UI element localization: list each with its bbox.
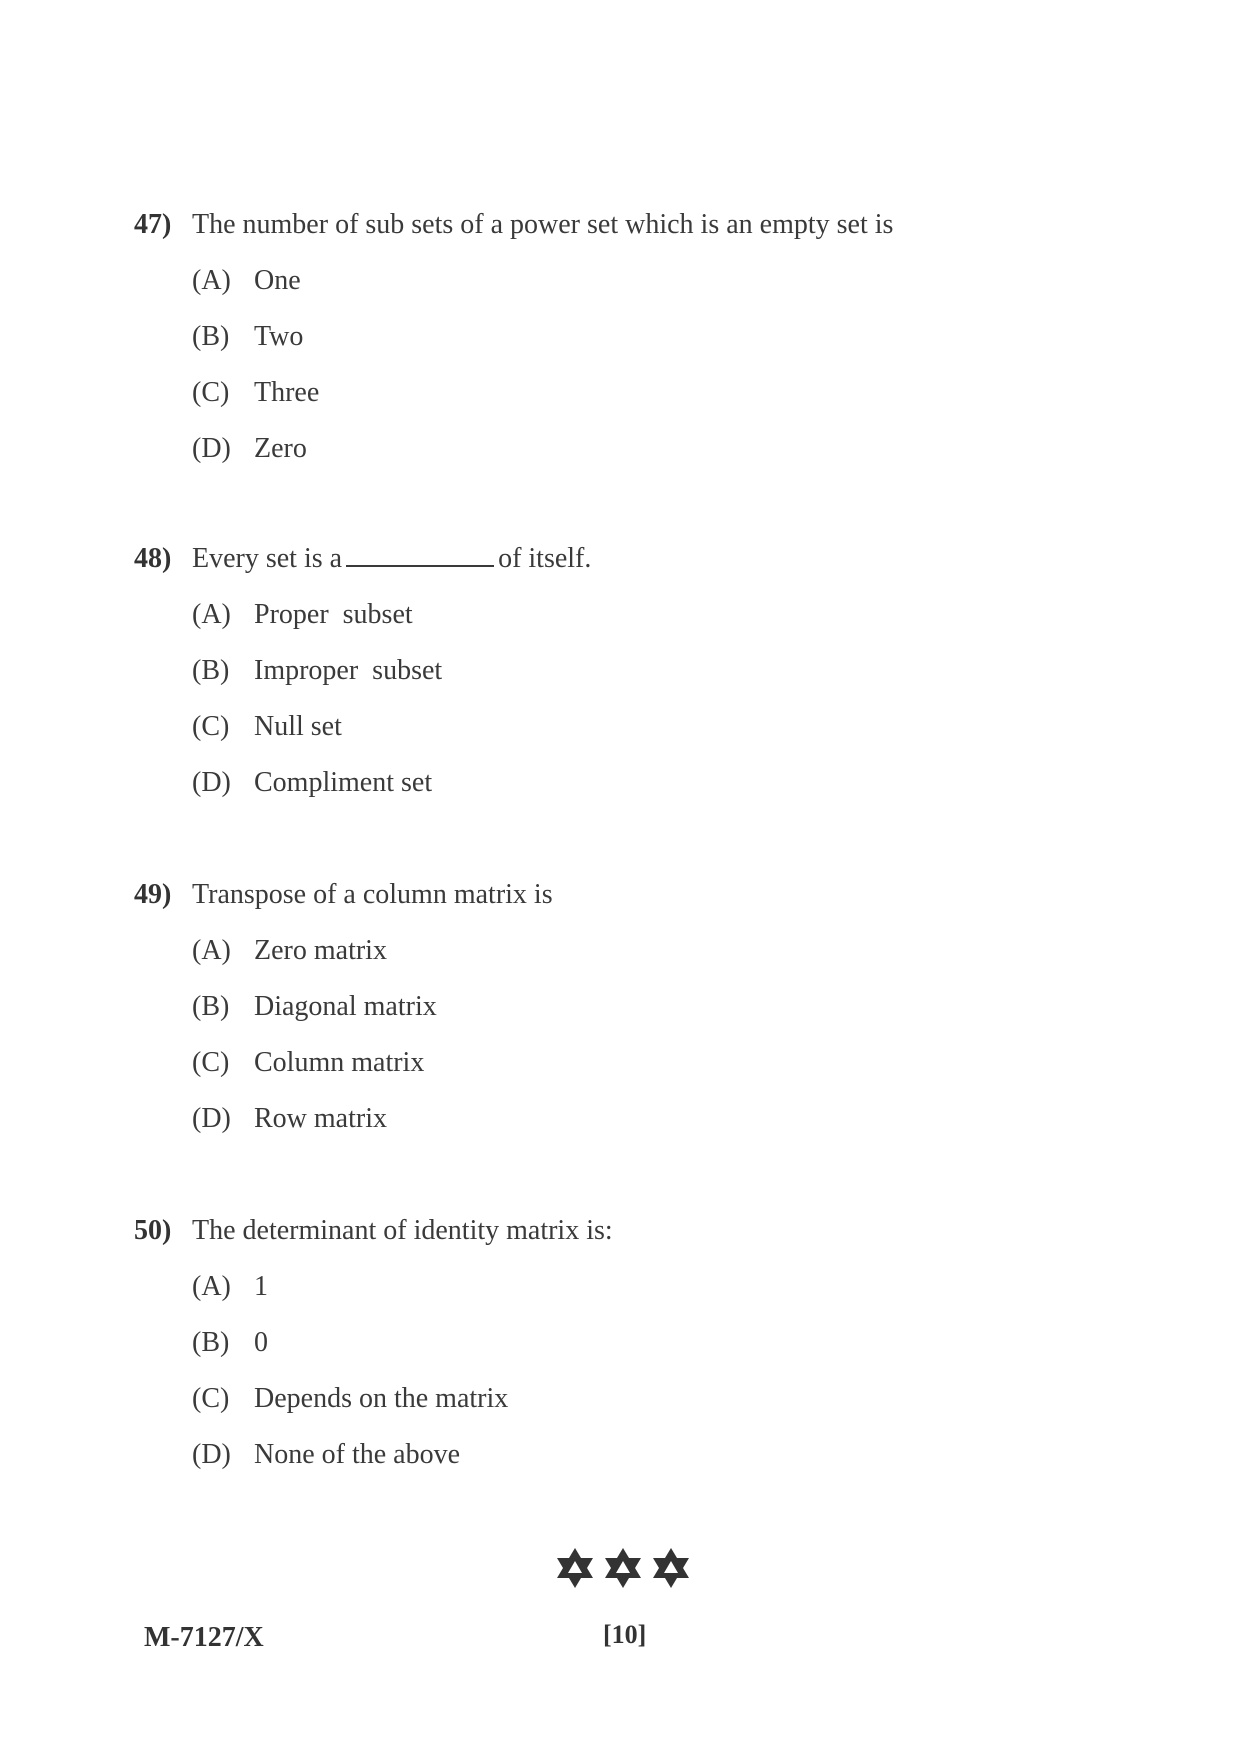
option-letter: (C) (192, 1383, 230, 1414)
option-text: Row matrix (254, 1103, 387, 1134)
option-d (192, 427, 1134, 483)
question-text: Transpose of a column matrix is (192, 879, 553, 910)
option-c (192, 1041, 1134, 1097)
star-of-david-icon (651, 1547, 691, 1589)
option-letter: (A) (192, 599, 231, 630)
option-text: Three (254, 377, 320, 408)
option-b (192, 315, 1134, 371)
question-stem (134, 537, 1134, 581)
option-text: 0 (254, 1327, 268, 1358)
question-49 (134, 873, 1134, 1153)
option-text: Depends on the matrix (254, 1383, 509, 1414)
option-letter: (A) (192, 935, 231, 966)
question-number: 48) (134, 543, 172, 574)
option-letter: (B) (192, 655, 230, 686)
paper-code: M-7127/X (144, 1622, 264, 1653)
question-text-before-blank: Every set is a (192, 543, 343, 574)
option-c (192, 1377, 1134, 1433)
option-letter: (B) (192, 321, 230, 352)
option-a (192, 259, 1134, 315)
page-number: [10] (603, 1620, 647, 1649)
star-of-david-icon (555, 1547, 595, 1589)
option-a (192, 593, 1134, 649)
question-number: 50) (134, 1215, 172, 1246)
option-a (192, 929, 1134, 985)
option-letter: (C) (192, 1047, 230, 1078)
option-text: 1 (254, 1271, 268, 1302)
question-47 (134, 203, 1134, 483)
option-letter: (D) (192, 767, 231, 798)
option-list (192, 1265, 1134, 1489)
option-c (192, 371, 1134, 427)
question-stem (134, 203, 1134, 247)
option-text: None of the above (254, 1439, 461, 1470)
question-50 (134, 1209, 1134, 1489)
question-number: 49) (134, 879, 172, 910)
question-number: 47) (134, 209, 172, 240)
option-text: Null set (254, 711, 342, 742)
option-letter: (D) (192, 1103, 231, 1134)
option-d (192, 1433, 1134, 1489)
option-a (192, 1265, 1134, 1321)
option-c (192, 705, 1134, 761)
option-text: One (254, 265, 301, 296)
star-of-david-icon (603, 1547, 643, 1589)
option-list (192, 259, 1134, 483)
option-b (192, 1321, 1134, 1377)
option-list (192, 929, 1134, 1153)
fill-in-blank (346, 537, 494, 567)
option-letter: (C) (192, 711, 230, 742)
option-list (192, 593, 1134, 817)
option-b (192, 985, 1134, 1041)
option-letter: (C) (192, 377, 230, 408)
option-text: Zero matrix (254, 935, 387, 966)
option-letter: (B) (192, 1327, 230, 1358)
option-text: Zero (254, 433, 307, 464)
option-letter: (D) (192, 433, 231, 464)
option-d (192, 761, 1134, 817)
option-text: Proper subset (254, 599, 413, 630)
option-letter: (A) (192, 265, 231, 296)
question-text-after-blank: of itself. (498, 543, 592, 574)
question-text: The number of sub sets of a power set which is an empty set is (192, 209, 894, 240)
question-48 (134, 537, 1134, 817)
end-marker (555, 1547, 691, 1589)
question-text: The determinant of identity matrix is: (192, 1215, 613, 1246)
question-stem (134, 873, 1134, 917)
option-d (192, 1097, 1134, 1153)
option-text: Two (254, 321, 304, 352)
option-letter: (A) (192, 1271, 231, 1302)
option-text: Diagonal matrix (254, 991, 437, 1022)
option-letter: (B) (192, 991, 230, 1022)
option-letter: (D) (192, 1439, 231, 1470)
question-stem (134, 1209, 1134, 1253)
option-text: Column matrix (254, 1047, 425, 1078)
option-text: Improper subset (254, 655, 443, 686)
option-b (192, 649, 1134, 705)
option-text: Compliment set (254, 767, 433, 798)
